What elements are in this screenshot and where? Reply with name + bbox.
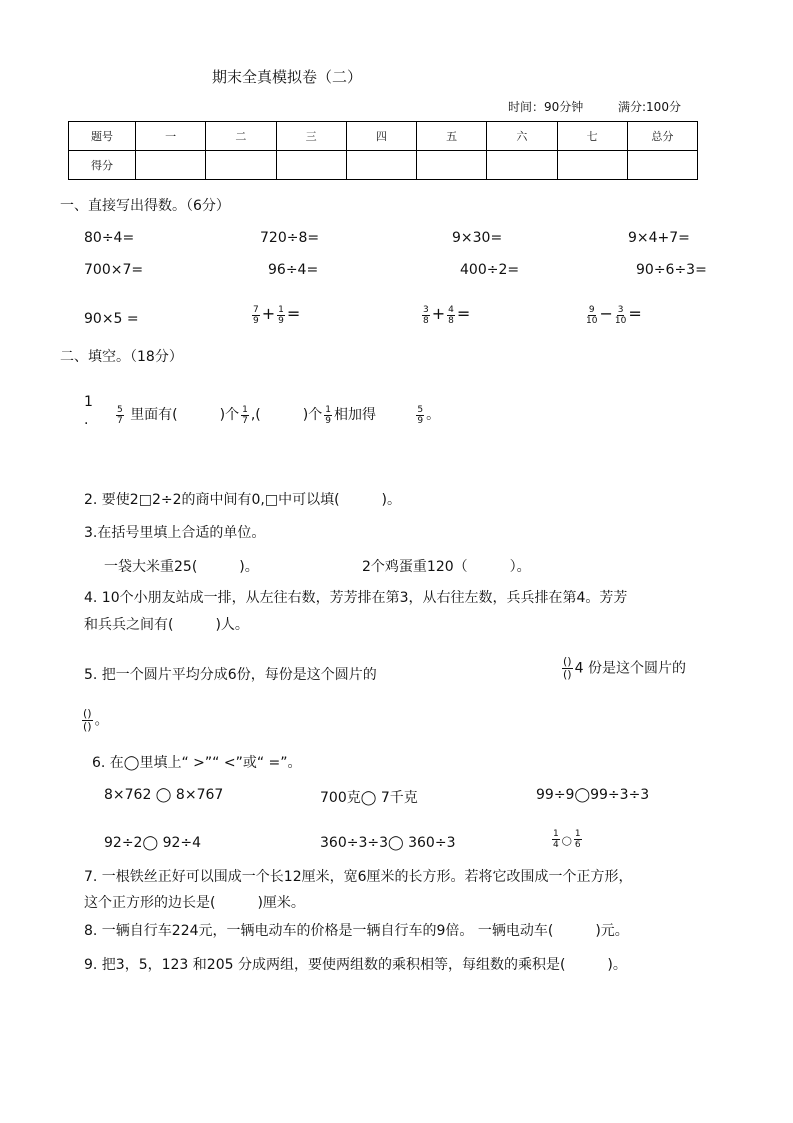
compare-item: 700克◯ 7千克 bbox=[320, 790, 418, 806]
score-input-cell[interactable] bbox=[276, 151, 346, 180]
calc-item: 90×5 = bbox=[84, 311, 139, 327]
table-cell: 一 bbox=[136, 122, 206, 151]
question-9: 9. 把3，5，123 和205 分成两组，要使两组数的乘积相等，每组数的乘积是( )。 bbox=[84, 957, 627, 973]
calc-item: 400÷2= bbox=[460, 262, 520, 278]
question-5: 5. 把一个圆片平均分成6份，每份是这个圆片的 bbox=[84, 667, 377, 683]
question-2: 2. 要使2□2÷2的商中间有0,□中可以填( )。 bbox=[84, 492, 401, 508]
table-cell: 七 bbox=[557, 122, 627, 151]
full-score: 满分:100分 bbox=[618, 100, 681, 114]
question-6: 6. 在◯里填上“ >”“ <”或“ =”。 bbox=[92, 755, 302, 771]
score-input-cell[interactable] bbox=[557, 151, 627, 180]
table-cell: 总分 bbox=[627, 122, 697, 151]
calc-item: 720÷8= bbox=[260, 230, 320, 246]
table-cell: 三 bbox=[276, 122, 346, 151]
fraction-calc: $\frac{3}{8}$ + $\frac{4}{8}$ = bbox=[423, 304, 471, 326]
table-cell: 六 bbox=[487, 122, 557, 151]
table-cell: 得分 bbox=[69, 151, 136, 180]
calc-item: 700×7= bbox=[84, 262, 144, 278]
compare-fraction: $\frac{1}{4}$ ◯ $\frac{1}{6}$ bbox=[553, 829, 581, 850]
table-cell: 题号 bbox=[69, 122, 136, 151]
question-4-line2: 和兵兵之间有( )人。 bbox=[84, 617, 249, 633]
question-7-line2: 这个正方形的边长是( )厘米。 bbox=[84, 895, 305, 911]
question-4-line1: 4. 10个小朋友站成一排，从左往右数，芳芳排在第3，从右往左数，兵兵排在第4。芳芳 bbox=[84, 590, 628, 606]
question-3a: 一袋大米重25( )。 bbox=[104, 559, 259, 575]
page-title: 期末全真模拟卷（二） bbox=[212, 68, 363, 86]
table-row bbox=[69, 122, 698, 151]
calc-item: 9×4+7= bbox=[628, 230, 690, 246]
score-input-cell[interactable] bbox=[417, 151, 487, 180]
calc-item: 80÷4= bbox=[84, 230, 135, 246]
compare-item: 360÷3÷3◯ 360÷3 bbox=[320, 835, 456, 851]
fraction-calc: $\frac{7}{9}$ + $\frac{1}{9}$ = bbox=[253, 304, 301, 326]
compare-item: 8×762 ◯ 8×767 bbox=[104, 787, 224, 803]
score-table bbox=[68, 121, 698, 180]
compare-item: 92÷2◯ 92÷4 bbox=[104, 835, 202, 851]
question-3b: 2个鸡蛋重120（ ）。 bbox=[362, 559, 531, 575]
question-8: 8. 一辆自行车224元，一辆电动车的价格是一辆自行车的9倍。 一辆电动车( )元。 bbox=[84, 923, 629, 939]
score-input-cell[interactable] bbox=[136, 151, 206, 180]
question-dot: . bbox=[84, 412, 89, 428]
table-cell: 五 bbox=[417, 122, 487, 151]
table-cell: 二 bbox=[206, 122, 276, 151]
question-3: 3.在括号里填上合适的单位。 bbox=[84, 525, 266, 541]
score-input-cell[interactable] bbox=[487, 151, 557, 180]
fraction-calc: $\frac{9}{10}$ − $\frac{3}{10}$ = bbox=[586, 304, 642, 326]
calc-item: 96÷4= bbox=[268, 262, 319, 278]
exam-time: 时间：90分钟 bbox=[508, 100, 584, 114]
score-input-cell[interactable] bbox=[206, 151, 276, 180]
question-5-tail: $\frac{()}{()}$ 。 bbox=[83, 707, 109, 733]
calc-item: 90÷6÷3= bbox=[636, 262, 707, 278]
compare-item: 99÷9◯99÷3÷3 bbox=[536, 787, 650, 803]
score-input-cell[interactable] bbox=[627, 151, 697, 180]
section1-heading: 一、直接写出得数。（6分） bbox=[60, 198, 230, 214]
table-row bbox=[69, 151, 698, 180]
section2-heading: 二、填空。（18分） bbox=[60, 349, 183, 365]
calc-item: 9×30= bbox=[452, 230, 503, 246]
question-5-part2: $\frac{()}{()}$ 4 份是这个圆片的 bbox=[563, 655, 686, 681]
table-cell: 四 bbox=[346, 122, 416, 151]
question-number: 1 bbox=[84, 394, 93, 410]
question-1: $\frac{5}{7}$ 里面有( )个 $\frac{1}{7}$ ,( )个 $\frac{1}{9}$ 相加得 $\frac{5}{9}$ 。 bbox=[117, 404, 441, 426]
score-input-cell[interactable] bbox=[346, 151, 416, 180]
question-7-line1: 7. 一根铁丝正好可以围成一个长12厘米，宽6厘米的长方形。若将它改围成一个正方形， bbox=[84, 869, 633, 885]
